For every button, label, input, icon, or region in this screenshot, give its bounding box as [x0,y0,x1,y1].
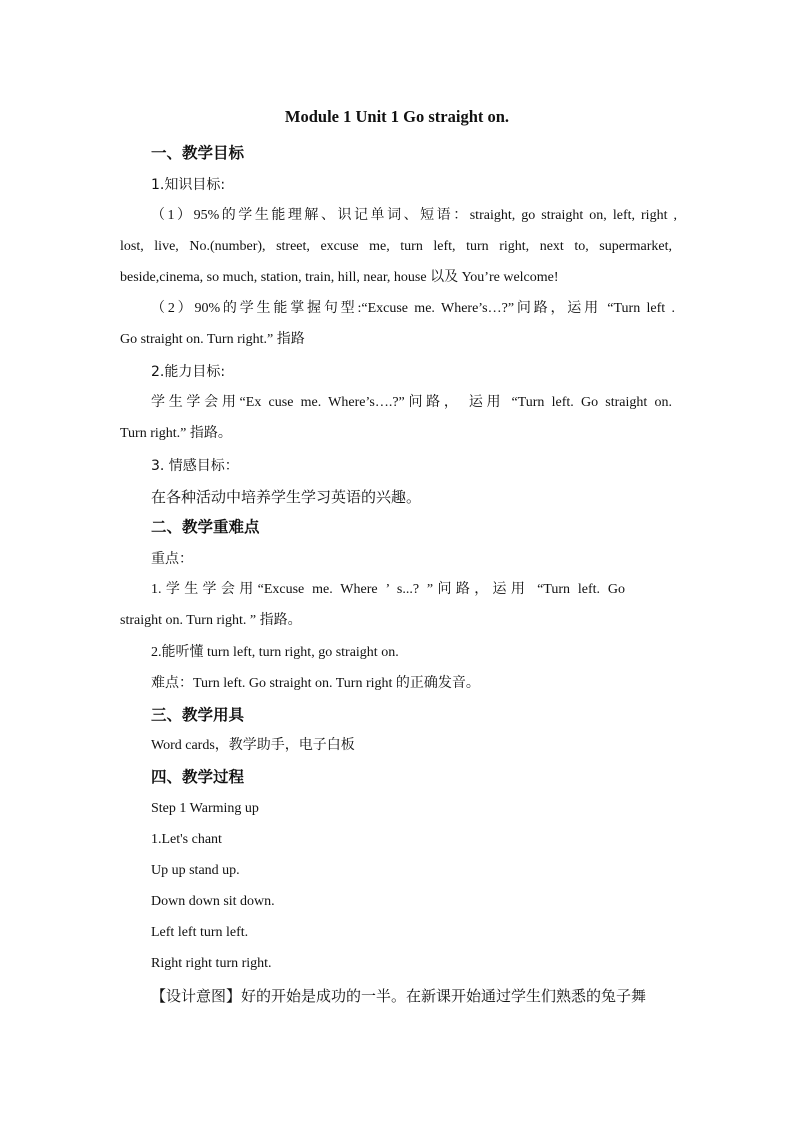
key-point-1-line-2: straight on. Turn right. ” 指路。 [120,613,302,628]
knowledge-item-2-line-1: （2）90%的学生能掌握句型:“Excuse me. Where’s…?”问路，运用 “Turn left . [151,301,675,316]
section-heading-teaching-aids: 三、教学用具 [151,706,245,724]
document-title: Module 1 Unit 1 Go straight on. [284,107,510,126]
design-intent: 【设计意图】好的开始是成功的一半。在新课开始通过学生们熟悉的兔子舞 [151,987,647,1005]
key-point-1-line-1: 1.学生学会用“Excuse me. Where ’ s...? ”问路，运用 “Turn left. Go [151,582,625,597]
key-points-label: 重点： [151,551,193,567]
teaching-aids-list: Word cards，教学助手，电子白板 [151,738,355,753]
step-1-heading: Step 1 Warming up [151,801,259,816]
section-heading-key-points: 二、教学重难点 [151,518,260,536]
chant-heading: 1.Let's chant [151,832,222,847]
section-heading-objectives: 一、教学目标 [151,144,245,162]
difficult-point: 难点：Turn left. Go straight on. Turn right 的正确发音。 [151,676,480,691]
ability-objective-label: 2.能力目标: [151,364,226,380]
emotion-objective-line: 在各种活动中培养学生学习英语的兴趣。 [151,488,422,506]
section-heading-teaching-process: 四、教学过程 [151,768,245,786]
emotion-objective-label: 3. 情感目标： [151,458,239,474]
ability-objective-line-1: 学生学会用“Ex cuse me. Where’s….?”问路， 运用 “Turn left. Go straight on. [151,395,672,410]
chant-line-4: Right right turn right. [151,956,272,971]
knowledge-objective-label: 1.知识目标: [151,177,226,193]
knowledge-item-1-line-1: （1）95%的学生能理解、识记单词、短语：straight, go straight on, left, right , [151,208,677,223]
knowledge-item-1-line-3: beside,cinema, so much, station, train, hill, near, house 以及 You’re welcome! [120,270,559,285]
chant-line-3: Left left turn left. [151,925,249,940]
chant-line-2: Down down sit down. [151,894,275,909]
chant-line-1: Up up stand up. [151,863,240,878]
knowledge-item-2-line-2: Go straight on. Turn right.” 指路 [120,332,305,347]
key-point-2: 2.能听懂 turn left, turn right, go straight on. [151,645,399,660]
ability-objective-line-2: Turn right.” 指路。 [120,426,232,441]
knowledge-item-1-line-2: lost, live, No.(number), street, excuse me, turn left, turn right, next to, supermarket, [120,239,672,254]
